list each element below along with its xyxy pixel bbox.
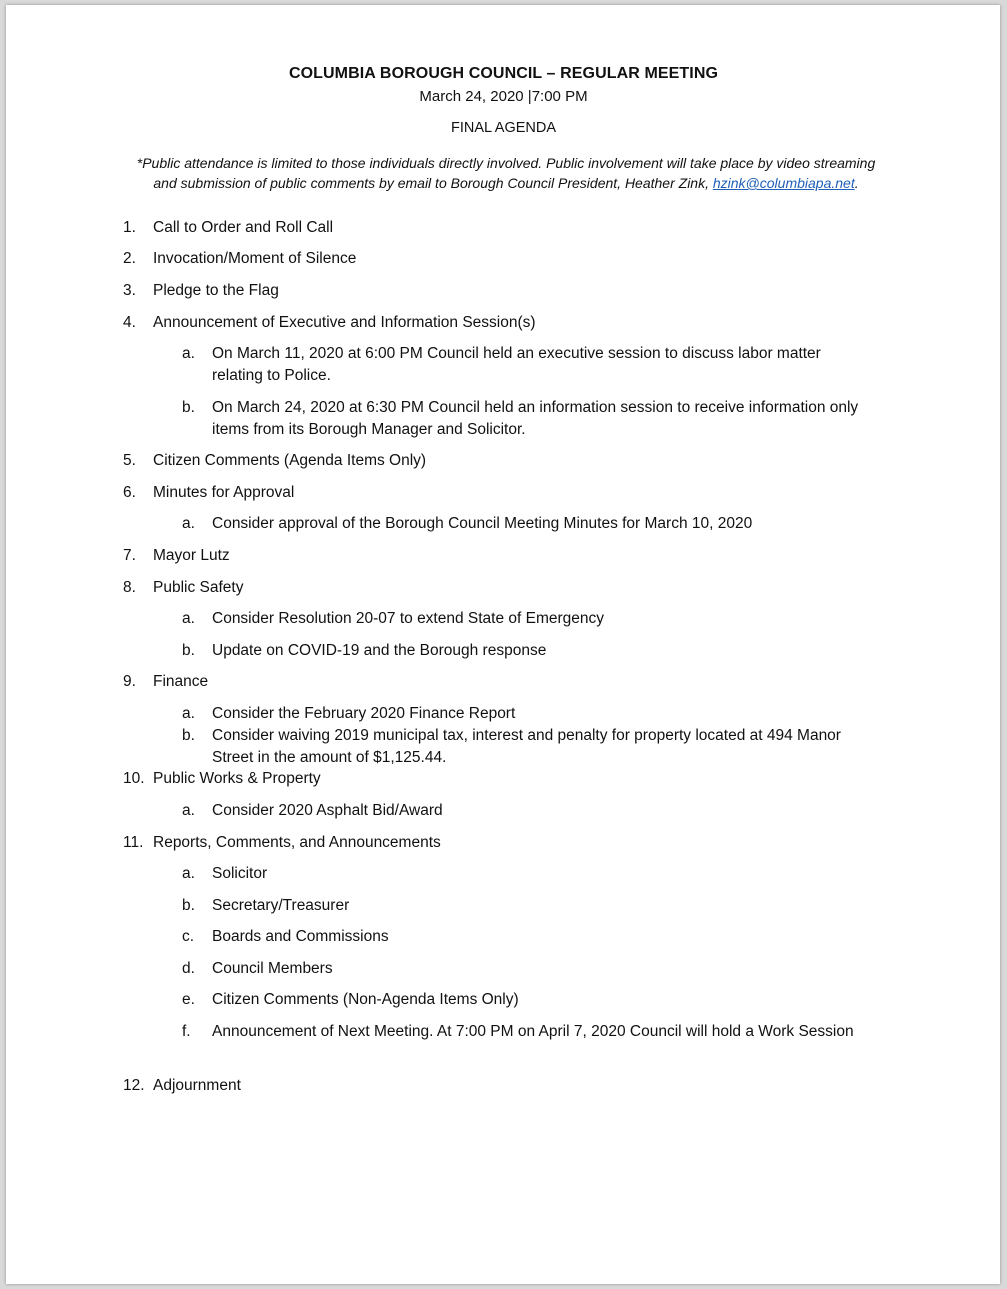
item-text: Call to Order and Roll Call [153, 219, 334, 236]
subitem-text: On March 24, 2020 at 6:30 PM Council held an information session to receive information only items from its Borough Manager and Solicitor. [212, 399, 859, 438]
subitem-letter: a. [182, 610, 195, 627]
item-text: Announcement of Executive and Information Session(s) [153, 314, 536, 331]
item-text: Public Works & Property [153, 770, 321, 787]
subitem-text: Consider 2020 Asphalt Bid/Award [212, 802, 443, 819]
subitem-text: Boards and Commissions [212, 928, 389, 945]
subitem-text: Announcement of Next Meeting. At 7:00 PM on April 7, 2020 Council will hold a Work Session [212, 1023, 854, 1040]
item-text: Invocation/Moment of Silence [153, 250, 357, 267]
item-text: Public Safety [153, 579, 244, 596]
notice-text: *Public attendance is limited to those individuals directly involved. Public involvement will take place by video streaming and submission of public comments by email to Borough Council President, Heather Zink, [136, 155, 876, 191]
subitem-letter: a. [182, 802, 195, 819]
subitem-letter: f. [182, 1023, 191, 1040]
item-text: Reports, Comments, and Announcements [153, 834, 441, 851]
item-number: 6. [123, 484, 136, 501]
item-text: Citizen Comments (Agenda Items Only) [153, 452, 427, 469]
item-number: 8. [123, 579, 136, 596]
subitem-text: Consider Resolution 20-07 to extend State of Emergency [212, 610, 605, 627]
subitem-letter: b. [182, 399, 195, 416]
subitem-text: Update on COVID-19 and the Borough response [212, 642, 547, 659]
subitem-letter: a. [182, 345, 195, 362]
item-number: 7. [123, 547, 136, 564]
subitem-text: Solicitor [212, 865, 268, 882]
item-text: Mayor Lutz [153, 547, 230, 564]
subitem-text: Secretary/Treasurer [212, 897, 350, 914]
item-number: 3. [123, 282, 136, 299]
item-number: 11. [123, 834, 144, 851]
item-number: 12. [123, 1077, 145, 1094]
subitem-letter: a. [182, 865, 195, 882]
subitem-letter: c. [182, 928, 195, 945]
item-number: 10. [123, 770, 145, 787]
subitem-letter: e. [182, 991, 195, 1008]
document-title: COLUMBIA BOROUGH COUNCIL – REGULAR MEETING [288, 65, 719, 82]
agenda-label: FINAL AGENDA [450, 120, 557, 136]
subitem-text: Citizen Comments (Non-Agenda Items Only) [212, 991, 519, 1008]
item-text: Minutes for Approval [153, 484, 295, 501]
item-number: 9. [123, 673, 136, 690]
subitem-letter: b. [182, 897, 195, 914]
subitem-letter: a. [182, 515, 195, 532]
contact-email-link[interactable]: hzink@columbiapa.net [712, 175, 855, 191]
subitem-letter: d. [182, 960, 195, 977]
notice-suffix: . [854, 175, 859, 191]
subitem-letter: a. [182, 705, 195, 722]
document-page [6, 5, 1000, 1284]
item-number: 5. [123, 452, 136, 469]
meeting-date-time: March 24, 2020 |7:00 PM [419, 88, 588, 105]
subitem-letter: b. [182, 642, 195, 659]
subitem-text: On March 11, 2020 at 6:00 PM Council held an executive session to discuss labor matter relating to Police. [212, 345, 821, 384]
item-number: 4. [123, 314, 136, 331]
subitem-text: Consider approval of the Borough Council Meeting Minutes for March 10, 2020 [212, 515, 753, 532]
item-number: 2. [123, 250, 136, 267]
item-text: Finance [153, 673, 209, 690]
item-text: Adjournment [153, 1077, 241, 1094]
item-number: 1. [123, 219, 136, 236]
subitem-letter: b. [182, 727, 195, 744]
public-attendance-notice [136, 153, 876, 193]
subitem-text: Consider waiving 2019 municipal tax, interest and penalty for property located at 494 Manor Street in the amount of $1,125.44. [212, 727, 841, 766]
item-text: Pledge to the Flag [153, 282, 279, 299]
subitem-text: Council Members [212, 960, 333, 977]
subitem-text: Consider the February 2020 Finance Report [212, 705, 516, 722]
